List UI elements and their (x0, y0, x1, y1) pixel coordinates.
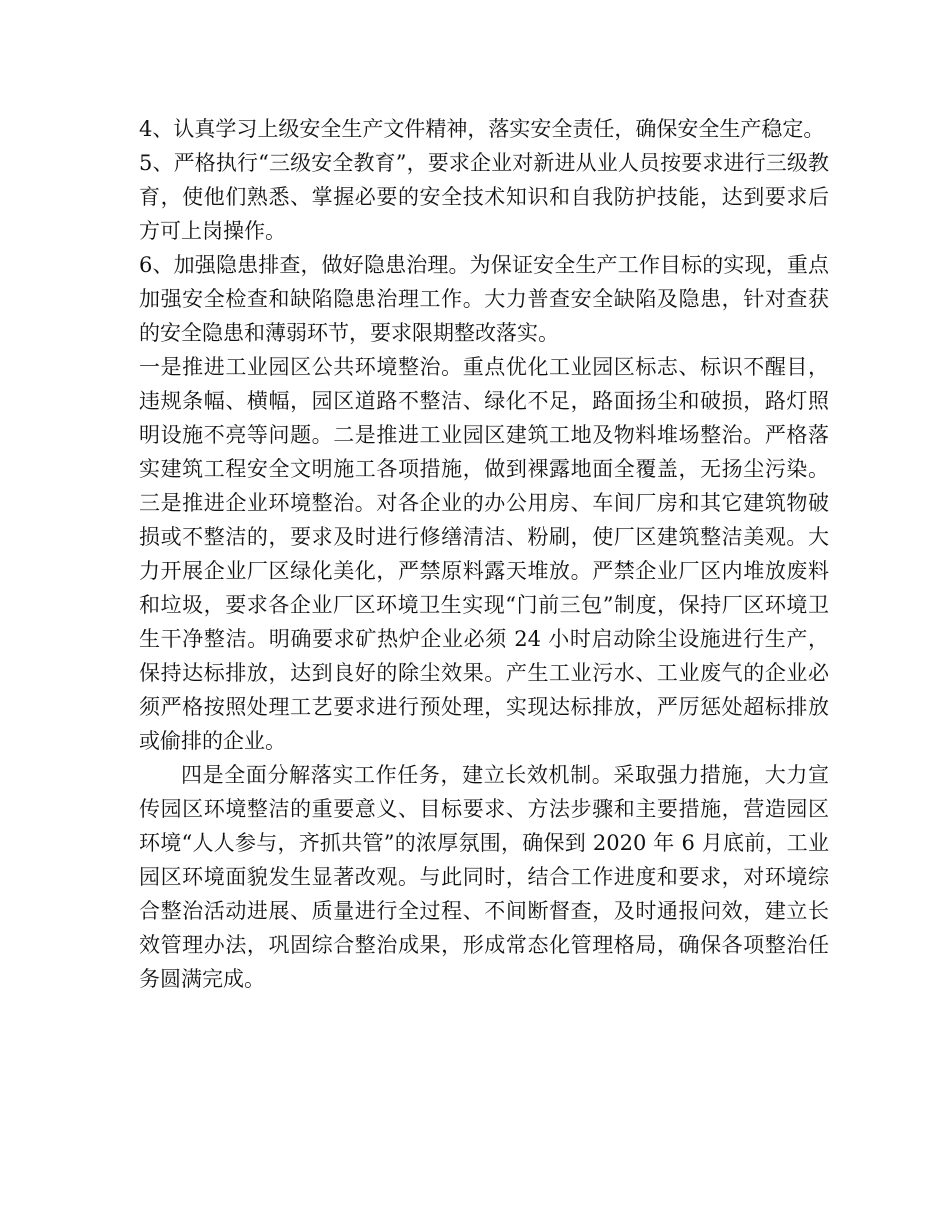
paragraph-item-6: 6、加强隐患排查，做好隐患治理。为保证安全生产工作目标的实现，重点加强安全检查和缺陷隐患治理工作。大力普查安全缺陷及隐患，针对查获的安全隐患和薄弱环节，要求限期整改落实。 (139, 253, 829, 345)
document-page (139, 112, 829, 996)
paragraph-long-term-mechanism: 四是全面分解落实工作任务，建立长效机制。采取强力措施，大力宣传园区环境整洁的重要意义、目标要求、方法步骤和主要措施，营造园区环境“人人参与，齐抓共管”的浓厚氛围，确保到 2020 年 6 月底前，工业园区环境面貌发生显著改观。与此同时，结合工作进度和要求，对环境综合整治活动进展、质量进行全过程、不间断督查，及时通报问效，建立长效管理办法，巩固综合整治成果，形成常态化管理格局，确保各项整治任务圆满完成。 (139, 763, 829, 991)
paragraph-item-4: 4、认真学习上级安全生产文件精神，落实安全责任，确保安全生产稳定。 (139, 117, 825, 141)
paragraph-item-5: 5、严格执行“三级安全教育”，要求企业对新进从业人员按要求进行三级教育，使他们熟悉、掌握必要的安全技术知识和自我防护技能，达到要求后方可上岗操作。 (139, 151, 829, 243)
paragraph-environment-measures: 一是推进工业园区公共环境整治。重点优化工业园区标志、标识不醒目，违规条幅、横幅，园区道路不整洁、绿化不足，路面扬尘和破损，路灯照明设施不亮等问题。二是推进工业园区建筑工地及物料堆场整治。严格落实建筑工程安全文明施工各项措施，做到裸露地面全覆盖，无扬尘污染。三是推进企业环境整治。对各企业的办公用房、车间厂房和其它建筑物破损或不整洁的，要求及时进行修缮清洁、粉刷，使厂区建筑整洁美观。大力开展企业厂区绿化美化，严禁原料露天堆放。严禁企业厂区内堆放废料和垃圾，要求各企业厂区环境卫生实现“门前三包”制度，保持厂区环境卫生干净整洁。明确要求矿热炉企业必须 24 小时启动除尘设施进行生产，保持达标排放，达到良好的除尘效果。产生工业污水、工业废气的企业必须严格按照处理工艺要求进行预处理，实现达标排放，严厉惩处超标排放或偷排的企业。 (139, 355, 829, 753)
